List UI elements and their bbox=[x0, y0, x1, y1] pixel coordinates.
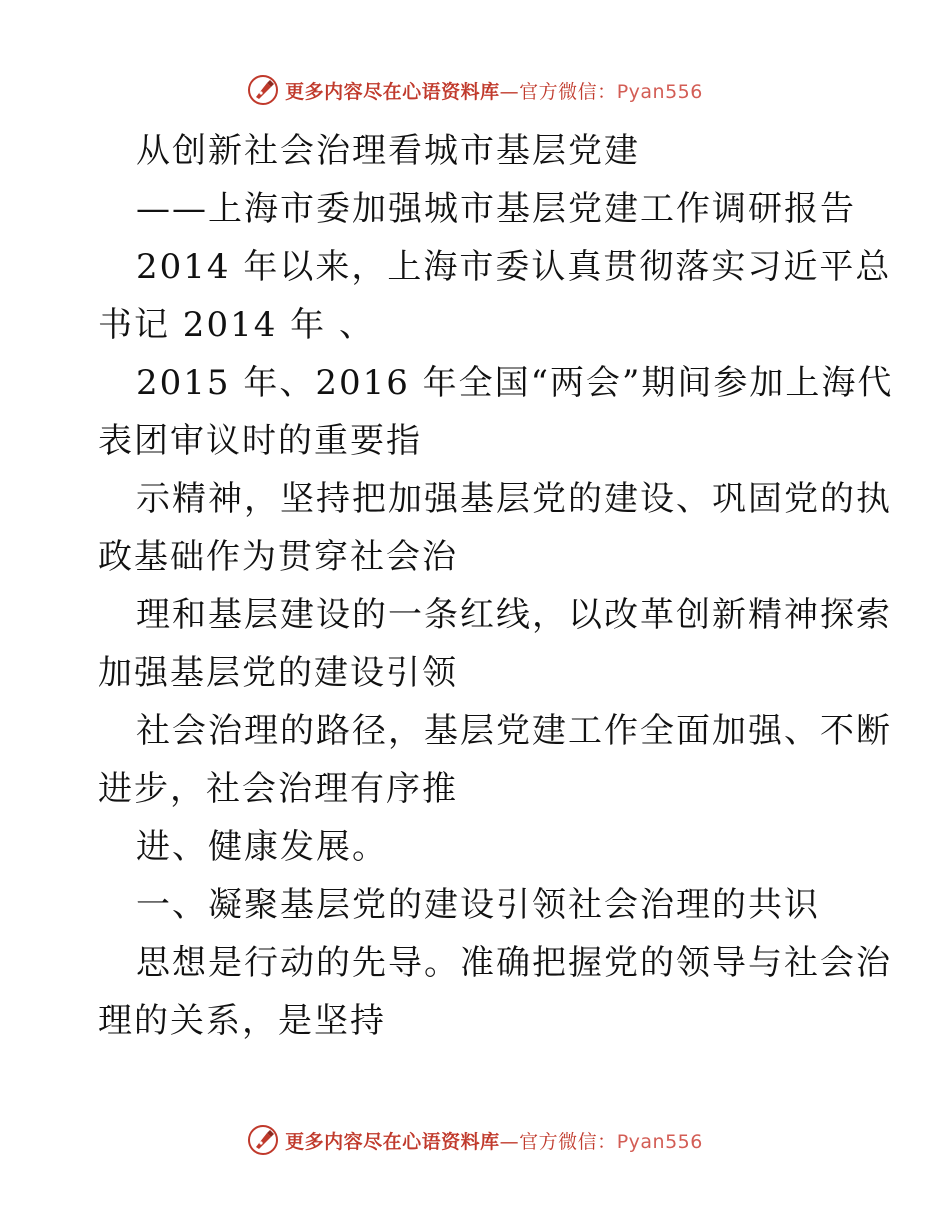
watermark-text bbox=[285, 1127, 703, 1154]
watermark-separator: — bbox=[499, 1130, 520, 1153]
paragraph-line: 理和基层建设的一条红线，以改革创新精神探索 bbox=[136, 595, 892, 635]
watermark-id: Pyan556 bbox=[616, 1130, 703, 1153]
paragraph-line: 进、健康发展。 bbox=[136, 827, 388, 867]
paragraph-line: 社会治理的路径，基层党建工作全面加强、不断 bbox=[136, 711, 892, 751]
document-subtitle: ——上海市委加强城市基层党建工作调研报告 bbox=[136, 189, 856, 229]
document-title: 从创新社会治理看城市基层党建 bbox=[136, 131, 640, 171]
watermark-label: 官方微信： bbox=[519, 1130, 617, 1153]
paragraph-line: 进步，社会治理有序推 bbox=[98, 769, 458, 809]
paragraph-line: 书记 2014 年 、 bbox=[98, 305, 375, 345]
paragraph-line: 2014 年以来，上海市委认真贯彻落实习近平总 bbox=[136, 247, 892, 287]
section-heading: 一、凝聚基层党的建设引领社会治理的共识 bbox=[136, 885, 820, 925]
watermark-main-text: 更多内容尽在心语资料库 bbox=[285, 80, 500, 103]
document-body bbox=[98, 122, 894, 1050]
paragraph-line: 理的关系，是坚持 bbox=[98, 1001, 386, 1041]
watermark-id: Pyan556 bbox=[616, 80, 703, 103]
paragraph-line: 思想是行动的先导。准确把握党的领导与社会治 bbox=[136, 943, 892, 983]
paragraph-line: 示精神，坚持把加强基层党的建设、巩固党的执 bbox=[136, 479, 892, 519]
pen-nib-logo-icon bbox=[247, 1124, 279, 1156]
watermark-separator: — bbox=[499, 80, 520, 103]
header-watermark bbox=[0, 70, 950, 110]
watermark-label: 官方微信： bbox=[519, 80, 617, 103]
footer-watermark bbox=[0, 1120, 950, 1160]
watermark-main-text: 更多内容尽在心语资料库 bbox=[285, 1130, 500, 1153]
watermark-text bbox=[285, 77, 703, 104]
paragraph-line: 2015 年、2016 年全国“两会”期间参加上海代 bbox=[136, 363, 894, 403]
paragraph-line: 加强基层党的建设引领 bbox=[98, 653, 458, 693]
pen-nib-logo-icon bbox=[247, 74, 279, 106]
paragraph-line: 表团审议时的重要指 bbox=[98, 421, 422, 461]
paragraph-line: 政基础作为贯穿社会治 bbox=[98, 537, 458, 577]
